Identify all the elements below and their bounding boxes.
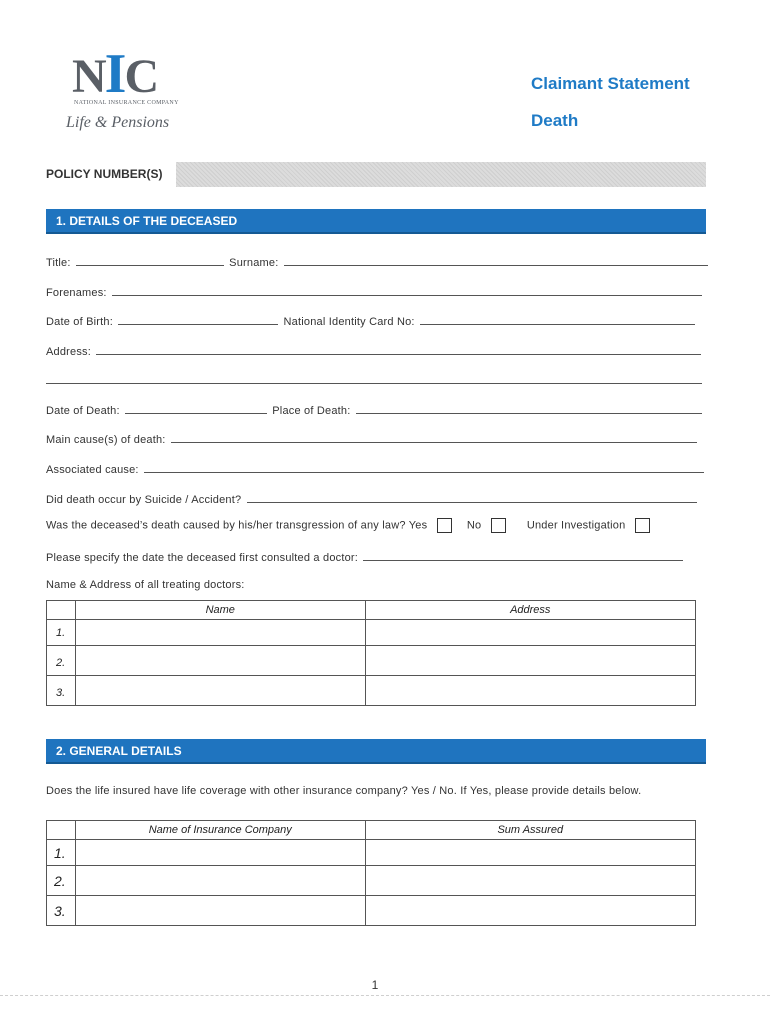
row-number: 3. xyxy=(47,676,76,706)
table-row xyxy=(47,646,696,676)
forenames-label: Forenames: xyxy=(46,287,107,299)
dob-label: Date of Birth: xyxy=(46,316,113,328)
address-field[interactable] xyxy=(96,343,701,355)
address-label: Address: xyxy=(46,346,92,358)
main-cause-row xyxy=(46,431,699,446)
place-field[interactable] xyxy=(356,402,702,414)
row-number: 1. xyxy=(47,840,76,866)
dod-label: Date of Death: xyxy=(46,405,120,417)
doctor-date-field[interactable] xyxy=(363,549,683,561)
forenames-row xyxy=(46,284,704,299)
nic-field[interactable] xyxy=(420,313,695,325)
no-checkbox[interactable] xyxy=(491,518,506,533)
company-name-cell[interactable] xyxy=(75,840,365,866)
dob-nic-row xyxy=(46,313,697,328)
no-label: No xyxy=(466,519,482,532)
doctor-date-row xyxy=(46,549,685,564)
document-subtitle: Death xyxy=(531,111,579,130)
suicide-label: Did death occur by Suicide / Accident? xyxy=(46,494,242,506)
assoc-cause-field[interactable] xyxy=(144,461,704,473)
doctor-name-cell[interactable] xyxy=(75,646,365,676)
table-row xyxy=(47,840,696,866)
main-cause-field[interactable] xyxy=(171,431,697,443)
title-surname-row xyxy=(46,254,710,269)
column-header-name: Name xyxy=(75,601,365,620)
column-header-sum: Sum Assured xyxy=(365,821,695,840)
policy-number-field[interactable] xyxy=(176,162,706,187)
coverage-question: Does the life insured have life coverage with other insurance company? Yes / No. If Yes, please provide details below. xyxy=(46,785,642,797)
suicide-field[interactable] xyxy=(247,491,697,503)
doctor-name-cell[interactable] xyxy=(75,620,365,646)
surname-label: Surname: xyxy=(229,257,279,269)
yes-checkbox[interactable] xyxy=(437,518,452,533)
logo-company-name: NATIONAL INSURANCE COMPANY xyxy=(74,100,179,106)
place-label: Place of Death: xyxy=(272,405,351,417)
investigation-checkbox[interactable] xyxy=(635,518,650,533)
transgression-row xyxy=(46,518,662,533)
table-row xyxy=(47,676,696,706)
policy-number-label: POLICY NUMBER(S) xyxy=(46,167,163,181)
surname-field[interactable] xyxy=(284,254,708,266)
company-logo xyxy=(62,43,202,148)
sum-assured-cell[interactable] xyxy=(365,866,695,896)
section-1-header: 1. DETAILS OF THE DECEASED xyxy=(46,209,706,234)
assoc-cause-label: Associated cause: xyxy=(46,464,139,476)
logo-wordmark: NIC xyxy=(72,43,158,105)
doctor-address-cell[interactable] xyxy=(365,676,696,706)
assoc-cause-row xyxy=(46,461,706,476)
sum-assured-cell[interactable] xyxy=(365,896,695,926)
document-title: Claimant Statement xyxy=(531,74,690,93)
company-name-cell[interactable] xyxy=(75,896,365,926)
address-field-2[interactable] xyxy=(46,372,702,384)
doctor-address-cell[interactable] xyxy=(365,646,696,676)
row-number: 1. xyxy=(47,620,76,646)
dob-field[interactable] xyxy=(118,313,278,325)
insurance-table xyxy=(46,820,696,926)
dod-field[interactable] xyxy=(125,402,267,414)
main-cause-label: Main cause(s) of death: xyxy=(46,434,166,446)
suicide-row xyxy=(46,491,699,506)
doctor-address-cell[interactable] xyxy=(365,620,696,646)
investigation-label: Under Investigation xyxy=(526,519,626,532)
table-header-row xyxy=(47,601,696,620)
logo-tagline: Life & Pensions xyxy=(66,114,170,131)
table-row xyxy=(47,896,696,926)
death-date-place-row xyxy=(46,402,704,417)
table-row xyxy=(47,866,696,896)
row-number: 2. xyxy=(47,866,76,896)
page-divider xyxy=(0,995,770,996)
yes-label: Yes xyxy=(408,519,428,532)
table-row xyxy=(47,620,696,646)
forenames-field[interactable] xyxy=(112,284,702,296)
row-number: 3. xyxy=(47,896,76,926)
column-header-company: Name of Insurance Company xyxy=(75,821,365,840)
title-label: Title: xyxy=(46,257,71,269)
address-row-2 xyxy=(46,372,704,387)
table-header-row xyxy=(47,821,696,840)
doctors-label: Name & Address of all treating doctors: xyxy=(46,579,245,591)
doctor-date-label: Please specify the date the deceased first consulted a doctor: xyxy=(46,552,359,564)
doctor-name-cell[interactable] xyxy=(75,676,365,706)
title-field[interactable] xyxy=(76,254,224,266)
transgression-label: Was the deceased’s death caused by his/her transgression of any law? xyxy=(46,519,406,532)
row-number: 2. xyxy=(47,646,76,676)
nic-label: National Identity Card No: xyxy=(283,316,415,328)
sum-assured-cell[interactable] xyxy=(365,840,695,866)
section-2-header: 2. GENERAL DETAILS xyxy=(46,739,706,764)
address-row xyxy=(46,343,703,358)
company-name-cell[interactable] xyxy=(75,866,365,896)
page-number: 1 xyxy=(371,978,379,992)
doctors-table xyxy=(46,600,696,706)
column-header-address: Address xyxy=(365,601,696,620)
